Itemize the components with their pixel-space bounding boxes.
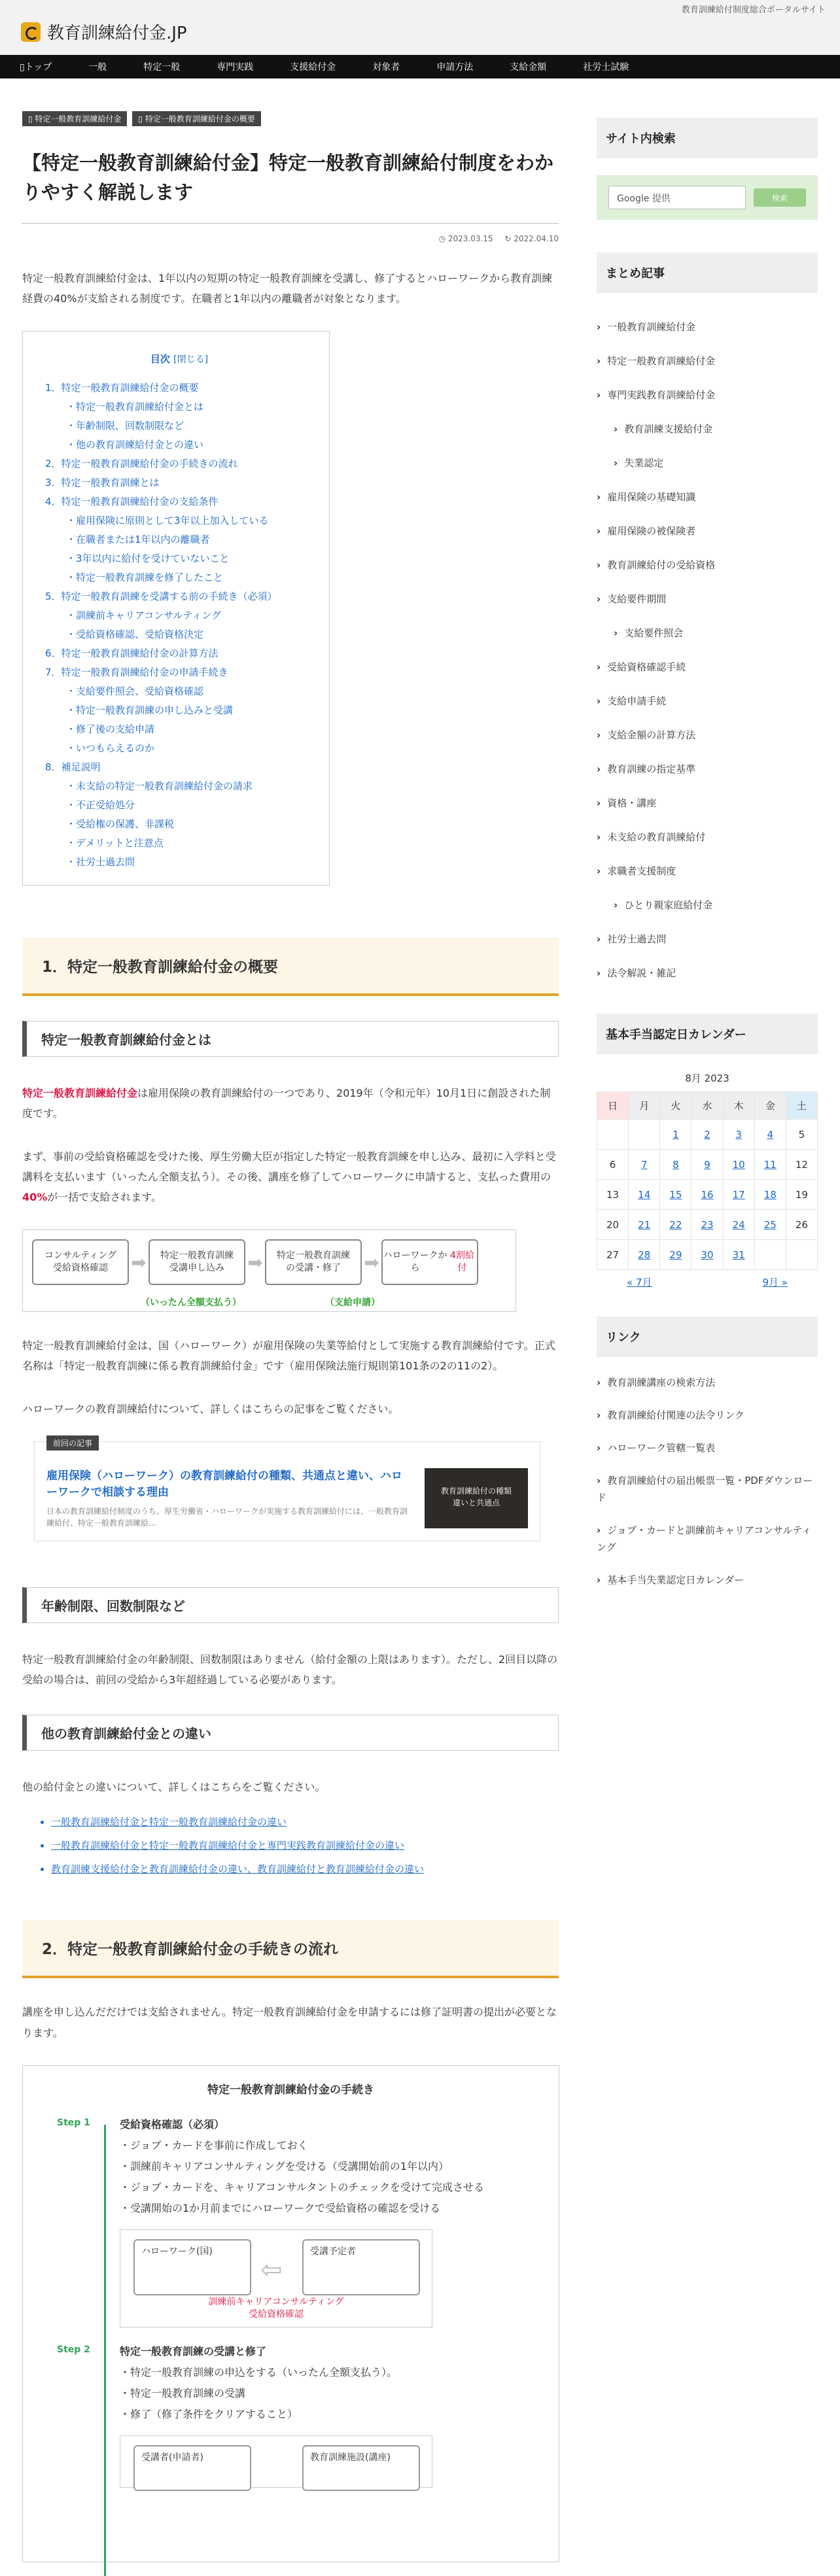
- step-items: [120, 2362, 539, 2425]
- step-items: [120, 2135, 539, 2219]
- calendar-day[interactable]: 31: [723, 1240, 754, 1270]
- summary-link[interactable]: › 一般教育訓練給付金: [597, 310, 818, 344]
- summary-link[interactable]: › 未支給の教育訓練給付: [597, 820, 818, 854]
- table-of-contents: [22, 331, 330, 885]
- trainee-box: 受講者(申請者): [133, 2445, 251, 2491]
- search-widget: [597, 175, 818, 220]
- calendar-day: [629, 1120, 660, 1150]
- summary-link[interactable]: › 失業認定: [597, 446, 818, 480]
- sidebar: [597, 118, 818, 1604]
- definition-paragraph: 特定一般教育訓練給付金は雇用保険の教育訓練給付の一つであり、2019年（令和元年）10月1日に創設された制度です。: [22, 1087, 551, 1120]
- calendar-day[interactable]: 22: [660, 1210, 691, 1240]
- sidebar-link[interactable]: › 教育訓練給付の届出帳票一覧・PDFダウンロード: [597, 1472, 818, 1506]
- step-item: ・特定一般教育訓練の申込をする（いったん全額支払う）。: [120, 2365, 398, 2379]
- comparison-link[interactable]: • 一般教育訓練給付金と特定一般教育訓練給付金の違い: [51, 1810, 559, 1834]
- calendar-caption: 8月 2023: [685, 1073, 729, 1084]
- calendar-day[interactable]: 25: [754, 1210, 786, 1240]
- flow-step: コンサルティング 受給資格確認: [32, 1239, 129, 1285]
- summary-link[interactable]: › 教育訓練の指定基準: [597, 752, 818, 786]
- toc-item[interactable]: ・訓練前キャリアコンサルティング: [66, 610, 222, 622]
- calendar-nav: [597, 1275, 818, 1289]
- related-article-card[interactable]: [34, 1438, 540, 1541]
- calendar-day: 19: [786, 1180, 817, 1210]
- toc-item[interactable]: ・3年以内に給付を受けていないこと: [66, 553, 230, 565]
- nav-item[interactable]: 特定一般: [143, 62, 181, 73]
- calendar-day[interactable]: 1: [660, 1120, 691, 1150]
- calendar-day[interactable]: 16: [691, 1180, 723, 1210]
- calendar-day[interactable]: 14: [629, 1180, 660, 1210]
- summary-widget-title: まとめ記事: [597, 252, 818, 293]
- toc-title: 目次 [閉じる]: [150, 353, 209, 366]
- calendar-weekday: 土: [786, 1092, 817, 1120]
- global-nav: [0, 55, 840, 78]
- toc-item[interactable]: ・特定一般教育訓練給付金とは: [66, 401, 204, 413]
- calendar-day: [597, 1120, 629, 1150]
- toc-item[interactable]: ・在職者または1年以内の離職者: [66, 534, 210, 546]
- illustration-caption: 訓練前キャリアコンサルティング 受給資格確認: [208, 2296, 344, 2320]
- intro-paragraph: 特定一般教育訓練給付金は、1年以内の短期の特定一般教育訓練を受講し、修了するとハローワークから教育訓練経費の40%が支給される制度です。在職者と1年以内の離職者が対象となります。: [22, 271, 553, 305]
- calendar-day[interactable]: 10: [723, 1150, 754, 1180]
- step-item: ・ジョブ・カードを、キャリアコンサルタントのチェックを受けて完成させる: [120, 2180, 484, 2193]
- calendar-next-link[interactable]: 9月 »: [762, 1277, 788, 1288]
- calendar-weekday: 水: [691, 1092, 723, 1120]
- card-description: 日本の教育訓練給付制度のうち、厚生労働省・ハローワークが実施する教育訓練給付には、一般教育訓練給付、特定一般教育訓練給...: [46, 1506, 408, 1528]
- logo-text: 教育訓練給付金.JP: [47, 24, 187, 43]
- calendar-day[interactable]: 11: [754, 1150, 786, 1180]
- calendar-day: [786, 1240, 817, 1270]
- sidebar-link[interactable]: › 教育訓練講座の検索方法: [597, 1374, 818, 1391]
- nav-item[interactable]: 社労士試験: [583, 62, 629, 73]
- calendar-day[interactable]: 15: [660, 1180, 691, 1210]
- toc-item[interactable]: 8．補足説明: [45, 761, 101, 774]
- hellowork-box: ハローワーク(国): [133, 2239, 251, 2295]
- toc-toggle[interactable]: [閉じる]: [173, 354, 209, 366]
- calendar-weekday: 火: [660, 1092, 691, 1120]
- comparison-links: [51, 1810, 559, 1881]
- toc-item[interactable]: 7．特定一般教育訓練給付金の申請手続き: [45, 666, 228, 679]
- summary-link[interactable]: › 雇用保険の被保険者: [597, 514, 818, 548]
- step-item: ・訓練前キャリアコンサルティングを受ける（受講開始前の1年以内）: [120, 2159, 449, 2172]
- toc-item[interactable]: ・受給資格確認、受給資格決定: [66, 628, 204, 641]
- updated-date: ↻ 2022.04.10: [504, 233, 559, 243]
- step-title: 特定一般教育訓練の受講と修了: [120, 2344, 267, 2358]
- summary-link[interactable]: › 専門実践教育訓練給付金: [597, 378, 818, 412]
- calendar-weekday: 月: [629, 1092, 660, 1120]
- subsection-heading: 他の教育訓練給付金との違い: [22, 1715, 559, 1751]
- comparison-link[interactable]: • 教育訓練支援給付金と教育訓練給付金の違い、教育訓練給付と教育訓練給付金の違い: [51, 1857, 559, 1881]
- summary-link[interactable]: › ひとり親家庭給付金: [597, 888, 818, 922]
- toc-item[interactable]: 2．特定一般教育訓練給付金の手続きの流れ: [45, 458, 238, 470]
- subsection-heading: 特定一般教育訓練給付金とは: [22, 1021, 559, 1057]
- flow-step: 特定一般教育訓練 受講申し込み: [149, 1239, 245, 1285]
- summary-link[interactable]: › 特定一般教育訓練給付金: [597, 344, 818, 378]
- calendar-day[interactable]: 4: [754, 1120, 786, 1150]
- card-tag: 前回の記事: [46, 1435, 99, 1451]
- formal-name-paragraph: 特定一般教育訓練給付金は、国（ハローワーク）が雇用保険の失業等給付として実施する教育訓練給付です。正式名称は「特定一般教育訓練に係る教育訓練給付金」です（雇用保険法施行規則第101条の2の11の2）。: [22, 1339, 555, 1373]
- summary-link[interactable]: › 支給要件期間: [597, 582, 818, 616]
- calendar-day: 26: [786, 1210, 817, 1240]
- nav-item[interactable]: 支援給付金: [290, 62, 336, 73]
- section-heading-1: 1．特定一般教育訓練給付金の概要: [22, 938, 559, 996]
- breadcrumb: [22, 111, 559, 126]
- step-item: ・受講開始の1か月前までにハローワークで受給資格の確認を受ける: [120, 2201, 441, 2214]
- arrow-left-icon: ⇦: [260, 2254, 283, 2285]
- step-item: ・特定一般教育訓練の受講: [120, 2386, 246, 2399]
- toc-item[interactable]: ・年齢制限、回数制限など: [66, 420, 184, 432]
- links-widget-title: リンク: [597, 1316, 818, 1357]
- calendar-day[interactable]: 7: [629, 1150, 660, 1180]
- summary-link[interactable]: › 支給申請手続: [597, 684, 818, 718]
- toc-list: [45, 379, 313, 872]
- flow-note-prepay: （いったん全額支払う）: [141, 1297, 241, 1309]
- calendar-day[interactable]: 23: [691, 1210, 723, 1240]
- calendar-day[interactable]: 28: [629, 1240, 660, 1270]
- card-thumbnail: 教育訓練給付の種類 違いと共通点: [425, 1468, 528, 1528]
- calendar-day: 6: [597, 1150, 629, 1180]
- summary-link[interactable]: › 教育訓練給付の受給資格: [597, 548, 818, 582]
- summary-link[interactable]: › 教育訓練支援給付金: [597, 412, 818, 446]
- toc-item[interactable]: 3．特定一般教育訓練とは: [45, 477, 160, 489]
- breadcrumb-item[interactable]: ▯ 特定一般教育訓練給付金の概要: [132, 111, 260, 126]
- summary-list: [597, 310, 818, 990]
- calendar-prev-link[interactable]: « 7月: [627, 1277, 652, 1288]
- calendar-weekday: 木: [723, 1092, 754, 1120]
- step-title: 受給資格確認（必須）: [120, 2118, 225, 2131]
- nav-item[interactable]: 専門実践: [217, 62, 254, 73]
- toc-item[interactable]: ・受給権の保護、非課税: [66, 818, 175, 831]
- summary-link[interactable]: › 求職者支援制度: [597, 854, 818, 888]
- step-label: Step 1: [57, 2117, 90, 2128]
- calendar-day[interactable]: 18: [754, 1180, 786, 1210]
- calendar-day[interactable]: 8: [660, 1150, 691, 1180]
- calendar-day[interactable]: 17: [723, 1180, 754, 1210]
- calendar-day[interactable]: 21: [629, 1210, 660, 1240]
- post-dates: [22, 234, 559, 243]
- nav-item[interactable]: 対象者: [372, 62, 400, 73]
- step-label: Step 2: [57, 2344, 90, 2355]
- toc-item[interactable]: ・デメリットと注意点: [66, 837, 164, 850]
- flow-step: ハローワークから 4割給付: [381, 1239, 478, 1285]
- toc-item[interactable]: ・特定一般教育訓練を修了したこと: [66, 572, 224, 584]
- calendar-day[interactable]: 30: [691, 1240, 723, 1270]
- calendar-day[interactable]: 29: [660, 1240, 691, 1270]
- calendar-weekday: 金: [754, 1092, 786, 1120]
- toc-item[interactable]: ・支給要件照会、受給資格確認: [66, 685, 204, 698]
- site-header: [0, 0, 840, 55]
- calendar-weekday: 日: [597, 1092, 629, 1120]
- toc-item[interactable]: ・修了後の支給申請: [66, 723, 155, 736]
- toc-item[interactable]: ・他の教育訓練給付金との違い: [66, 439, 204, 451]
- age-limit-paragraph: 特定一般教育訓練給付金の年齢制限、回数制限はありません（給付金額の上限はあります）。ただし、2回目以降の受給の場合は、前回の受給から3年超経過している必要があります。: [22, 1653, 558, 1686]
- site-tagline: 教育訓練給付制度総合ポータルサイト: [681, 5, 826, 15]
- nav-item[interactable]: 支給金額: [510, 62, 547, 73]
- institution-box: 教育訓練施設(講座): [302, 2445, 420, 2491]
- summary-link[interactable]: › 法令解説・雑記: [597, 956, 818, 990]
- summary-link[interactable]: › 雇用保険の基礎知識: [597, 480, 818, 514]
- toc-item[interactable]: 5．特定一般教育訓練を受講する前の手続き（必須）: [45, 591, 277, 603]
- toc-item[interactable]: ・いつもらえるのか: [66, 742, 155, 755]
- calendar-day[interactable]: 9: [691, 1150, 723, 1180]
- sidebar-links: [597, 1374, 818, 1589]
- sidebar-link[interactable]: › 教育訓練給付関連の法令リンク: [597, 1407, 818, 1424]
- step-item: ・修了（修了条件をクリアすること）: [120, 2407, 298, 2420]
- calendar-day: 12: [786, 1150, 817, 1180]
- related-article-lead: ハローワークの教育訓練給付について、詳しくはこちらの記事をご覧ください。: [22, 1402, 399, 1415]
- arrow-right-icon: ➡: [364, 1251, 379, 1273]
- procedure-paragraph: 講座を申し込んだだけでは支給されません。特定一般教育訓練給付金を申請するには修了証明書の提出が必要となります。: [22, 2006, 557, 2039]
- search-input[interactable]: Google 提供: [608, 186, 746, 209]
- logo-icon: [21, 22, 41, 42]
- calendar-day: 13: [597, 1180, 629, 1210]
- sidebar-link[interactable]: › ハローワーク管轄一覧表: [597, 1439, 818, 1456]
- step-1: [43, 2116, 539, 2327]
- summary-link[interactable]: › 社労士過去問: [597, 922, 818, 956]
- section-heading-2: 2．特定一般教育訓練給付金の手続きの流れ: [22, 1920, 559, 1978]
- arrow-right-icon: ➡: [131, 1251, 147, 1273]
- flow-note-apply: （支給申請）: [325, 1297, 380, 1309]
- calendar-day[interactable]: 2: [691, 1120, 723, 1150]
- flow-step: 特定一般教育訓練 の受講・修了: [265, 1239, 362, 1285]
- calendar-day: 5: [786, 1120, 817, 1150]
- summary-link[interactable]: › 受給資格確認手続: [597, 650, 818, 684]
- breadcrumb-item[interactable]: ▯ 特定一般教育訓練給付金: [22, 111, 127, 126]
- step-2: [43, 2343, 539, 2488]
- sidebar-link[interactable]: › ジョブ・カードと訓練前キャリアコンサルティング: [597, 1522, 818, 1556]
- main-content: [22, 111, 559, 2562]
- calendar-day: 20: [597, 1210, 629, 1240]
- page-title: 【特定一般教育訓練給付金】特定一般教育訓練給付制度をわかりやすく解説します: [22, 148, 559, 224]
- difference-paragraph: 他の給付金との違いについて、詳しくはこちらをご覧ください。: [22, 1781, 326, 1794]
- calendar-day: 27: [597, 1240, 629, 1270]
- steps-title: 特定一般教育訓練給付金の手続き: [207, 2083, 374, 2097]
- process-paragraph: まず、事前の受給資格確認を受けた後、厚生労働大臣が指定した特定一般教育訓練を申し込み、最初に入学料と受講料を支払います（いったん全額支払う）。その後、講座を修了してハローワークに申請すると、支払った費用の40%が一括で支給されます。: [22, 1150, 556, 1203]
- card-title[interactable]: 雇用保険（ハローワーク）の教育訓練給付の種類、共通点と違い、ハローワークで相談する理由: [46, 1469, 402, 1500]
- search-button[interactable]: [754, 188, 806, 207]
- nav-item[interactable]: ▯トップ: [20, 62, 52, 73]
- toc-item[interactable]: ・不正受給処分: [66, 799, 135, 812]
- toc-item[interactable]: ・特定一般教育訓練の申し込みと受講: [66, 704, 234, 717]
- search-widget-title: サイト内検索: [597, 118, 818, 158]
- toc-item[interactable]: 4．特定一般教育訓練給付金の支給条件: [45, 496, 219, 508]
- nav-item[interactable]: 申請方法: [436, 62, 474, 73]
- step2-illustration: [120, 2435, 432, 2488]
- calendar-widget-title: 基本手当認定日カレンダー: [597, 1014, 818, 1054]
- subsection-heading: 年齢制限、回数制限など: [22, 1587, 559, 1623]
- applicant-box: 受講予定者: [302, 2239, 420, 2295]
- site-logo[interactable]: [21, 20, 187, 44]
- procedure-steps: [22, 2065, 559, 2562]
- summary-link[interactable]: › 支給金額の計算方法: [597, 718, 818, 752]
- step1-illustration: [120, 2229, 432, 2327]
- summary-link[interactable]: › 支給要件照会: [597, 616, 818, 650]
- summary-link[interactable]: › 資格・講座: [597, 786, 818, 820]
- calendar-day[interactable]: 3: [723, 1120, 754, 1150]
- calendar: [597, 1091, 818, 1270]
- calendar-day[interactable]: 24: [723, 1210, 754, 1240]
- process-flow-diagram: [22, 1229, 516, 1312]
- toc-item[interactable]: ・未支給の特定一般教育訓練給付金の請求: [66, 780, 253, 793]
- toc-item[interactable]: 6．特定一般教育訓練給付金の計算方法: [45, 647, 219, 660]
- calendar-day: [754, 1240, 786, 1270]
- toc-item[interactable]: 1．特定一般教育訓練給付金の概要: [45, 382, 199, 394]
- toc-item[interactable]: ・社労士過去問: [66, 856, 135, 868]
- search-button-label: 検索: [771, 193, 788, 203]
- toc-item[interactable]: ・雇用保険に原則として3年以上加入している: [66, 515, 269, 527]
- arrow-right-icon: ➡: [247, 1251, 263, 1273]
- nav-item[interactable]: 一般: [88, 62, 107, 73]
- published-date: ◷ 2023.03.15: [438, 233, 493, 243]
- step-item: ・ジョブ・カードを事前に作成しておく: [120, 2138, 308, 2152]
- comparison-link[interactable]: • 一般教育訓練給付金と特定一般教育訓練給付金と専門実践教育訓練給付金の違い: [51, 1834, 559, 1857]
- sidebar-link[interactable]: › 基本手当失業認定日カレンダー: [597, 1571, 818, 1589]
